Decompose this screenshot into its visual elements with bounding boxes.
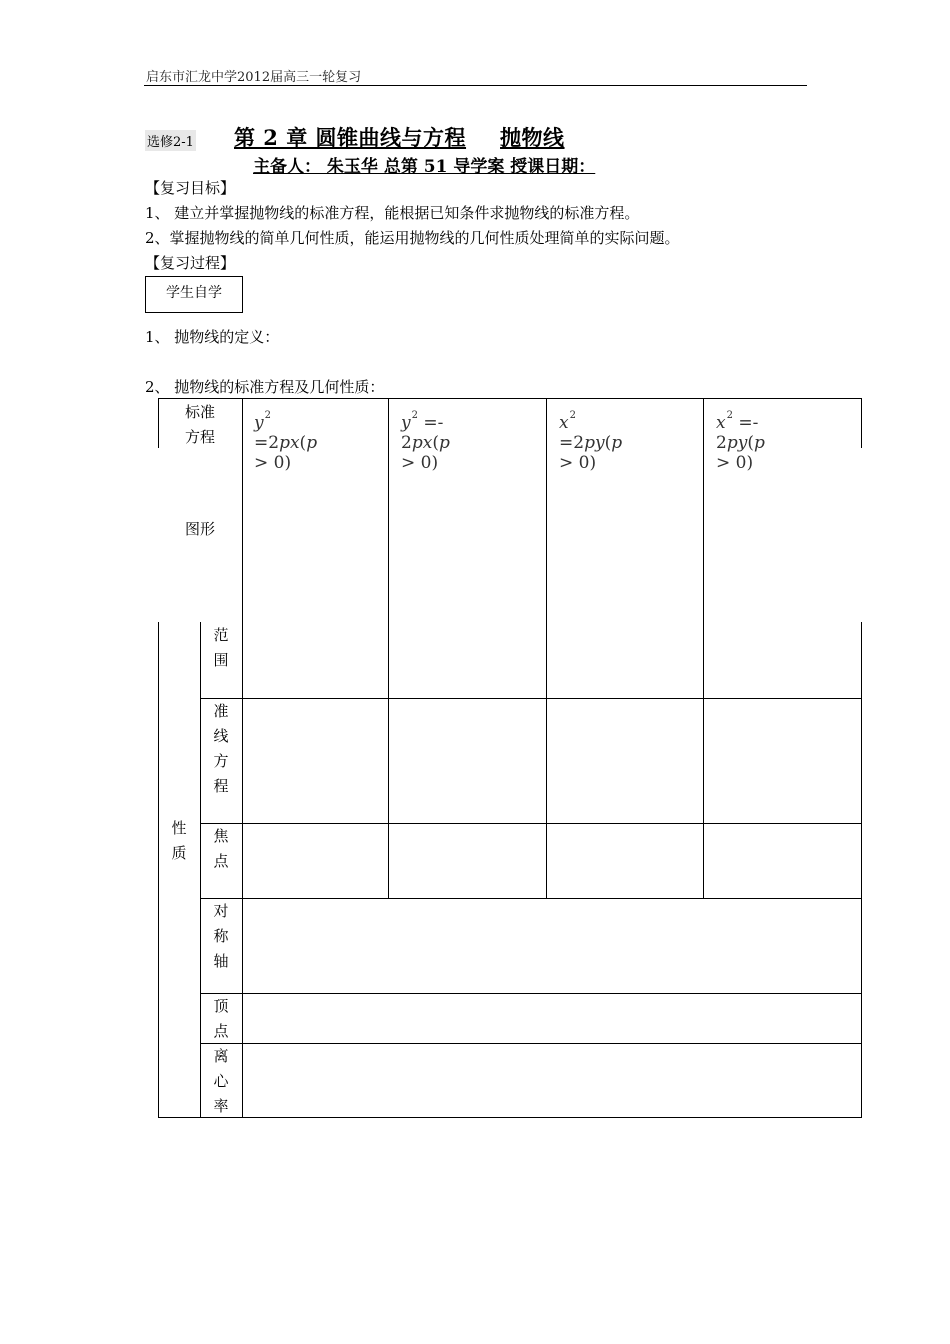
subtitle: 主备人： 朱玉华 总第 51 导学案 授课日期： — [253, 157, 596, 177]
topic-title: 抛物线 — [500, 125, 565, 150]
row-line-range-bottom — [242, 698, 862, 699]
equation-y2-eq-2px: $y^2 =2px(p > 0)$ — [254, 410, 318, 473]
header-rule — [144, 85, 807, 86]
goal-2: 2、掌握抛物线的简单几何性质，能运用抛物线的几何性质处理简单的实际问题。 — [145, 229, 680, 247]
item-2-standard-equation: 2、 抛物线的标准方程及几何性质： — [145, 378, 385, 396]
right-border-top — [861, 398, 862, 448]
range-label — [211, 623, 231, 673]
right-border-bottom — [861, 622, 862, 1118]
equation-x2-eq-2py: $x^2 =2py(p > 0)$ — [559, 410, 623, 473]
directrix-label — [211, 699, 231, 799]
process-heading: 【复习过程】 — [145, 254, 236, 272]
properties-label-char-1: 性 — [171, 819, 187, 837]
row-line-directrix-bottom — [200, 823, 862, 824]
left-border-bottom — [158, 622, 159, 1118]
std-eq-label-line-2: 方程 — [184, 428, 215, 446]
col-divider-2 — [546, 398, 547, 898]
axis-label-char: 称 — [213, 927, 229, 945]
row-line-vertex-bottom — [200, 1043, 862, 1044]
directrix-label-char: 程 — [213, 777, 229, 795]
std-eq-label — [170, 400, 230, 450]
axis-label-char: 对 — [213, 902, 229, 920]
left-border-top — [158, 398, 159, 448]
course-tag: 选修2-1 — [145, 130, 196, 151]
eccentricity-label — [211, 1044, 231, 1119]
range-label-char: 范 — [213, 626, 229, 644]
focus-label-char: 焦 — [213, 827, 229, 845]
table-top-border — [158, 398, 862, 399]
col-divider-1 — [388, 398, 389, 898]
properties-label — [169, 816, 189, 866]
properties-label-char-2: 质 — [171, 844, 187, 862]
goals-heading: 【复习目标】 — [145, 179, 236, 197]
vertex-label-char: 顶 — [213, 997, 229, 1015]
directrix-label-char: 线 — [213, 727, 229, 745]
directrix-label-char: 方 — [213, 752, 229, 770]
label-column-divider — [242, 398, 243, 1118]
graph-label: 图形 — [184, 520, 215, 538]
eccentricity-label-char: 率 — [213, 1097, 229, 1115]
chapter-title: 第 2 章 圆锥曲线与方程 — [234, 125, 467, 150]
focus-label — [211, 824, 231, 874]
vertex-label — [211, 994, 231, 1044]
equation-x2-eq-neg2py: $x^2 =- 2py(p > 0)$ — [716, 410, 765, 473]
axis-label — [211, 899, 231, 974]
goal-1: 1、 建立并掌握抛物线的标准方程，能根据已知条件求抛物线的标准方程。 — [145, 204, 640, 222]
page-title — [234, 122, 565, 152]
table-bottom-border — [158, 1117, 862, 1118]
item-1-definition: 1、 抛物线的定义： — [145, 328, 280, 346]
col-divider-3 — [703, 398, 704, 898]
std-eq-label-line-1: 标准 — [184, 403, 215, 421]
axis-label-char: 轴 — [213, 952, 229, 970]
vertex-label-char: 点 — [213, 1022, 229, 1040]
focus-label-char: 点 — [213, 852, 229, 870]
row-line-focus-bottom — [200, 898, 862, 899]
eccentricity-label-char: 心 — [213, 1072, 229, 1090]
sub-label-divider — [200, 622, 201, 1118]
self-study-box: 学生自学 — [145, 276, 243, 313]
equation-y2-eq-neg2px: $y^2 =- 2px(p > 0)$ — [401, 410, 450, 473]
school-header: 启东市汇龙中学2012届高三一轮复习 — [146, 70, 362, 85]
eccentricity-label-char: 离 — [213, 1047, 229, 1065]
row-line-axis-bottom — [200, 993, 862, 994]
range-label-char: 围 — [213, 651, 229, 669]
directrix-label-char: 准 — [213, 702, 229, 720]
